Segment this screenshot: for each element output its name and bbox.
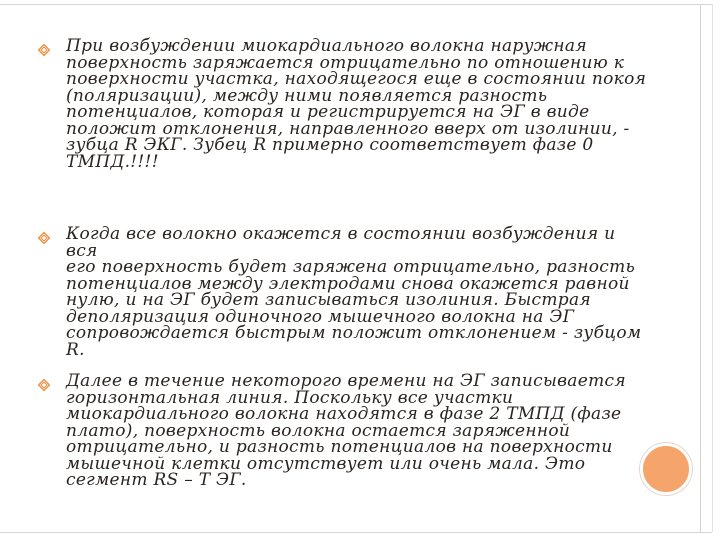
frame-line-right [700,4,701,532]
frame-line-right-outer [712,4,713,532]
bullet-text-3: Далее в течение некоторого времени на ЭГ записывается горизонтальная линия. Поскольку все участки миокардиального волокна находятся в фазе 2 ТМПД (фазе плато), поверхность волокна остается заряженной отрицательно, и разность потенциалов на поверхности мышечной клетки отсутствует или очень мала. Это сегмент RS – T ЭГ. [66,371,626,490]
frame-line-top [0,4,712,5]
bullet-item-3 [38,373,648,489]
bullet-text-1: При возбуждении миокардиального волокна наружная поверхность заряжается отрицательно по отношению к поверхности участка, находящегося еще в состоянии покоя (поляризации), между ними появляется разность потенциалов, которая и регистрируется на ЭГ в виде положит отклонения, направленного вверх от изолинии, - зубца R ЭКГ. Зубец R примерно соответствует фазе 0 ТМПД.!!!! [66,36,647,172]
bullet-item-2 [38,226,648,358]
bullet-item-1 [38,38,648,170]
bullet-diamond-icon [38,44,50,56]
bullet-diamond-icon [38,379,50,391]
frame-line-bottom [0,532,712,533]
decorative-circle-icon [640,443,692,495]
bullet-diamond-icon [38,232,50,244]
bullet-text-2: Когда все волокно окажется в состоянии возбуждения и вся его поверхность будет заряжена отрицательно, разность потенциалов между электродами снова окажется равной нулю, и на ЭГ будет записываться изолиния. Быстрая деполяризация одиночного мышечного волокна на ЭГ сопровождается быстрым положит отклонением - зубцом R. [66,224,642,360]
